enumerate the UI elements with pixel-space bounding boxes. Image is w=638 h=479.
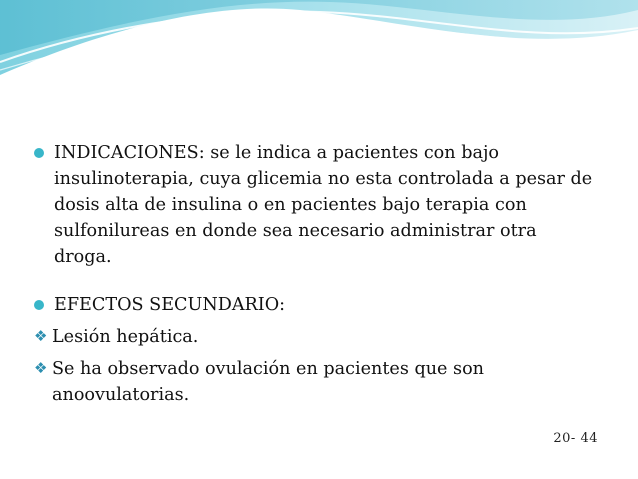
bullet-text: EFECTOS SECUNDARIO:: [54, 295, 286, 315]
bullet-text: INDICACIONES: se le indica a pacientes con bajo insulinoterapia, cuya glicemia no esta controlada a pesar de dosis alta de insulina o en pacientes bajo terapia con sulfonilureas en donde sea necesario administrar otra droga.: [54, 143, 593, 267]
header-wave-decoration: [0, 0, 638, 80]
bullet-lesion-hepatica: [34, 324, 594, 350]
diamond-bullet-icon: ❖: [34, 359, 48, 377]
round-bullet-icon: [34, 300, 44, 310]
page-number: 20- 44: [553, 431, 598, 446]
bullet-text: Se ha observado ovulación en pacientes que son anoovulatorias.: [52, 359, 484, 405]
bullet-efectos-secundario: [34, 292, 594, 318]
diamond-bullet-icon: ❖: [34, 327, 48, 345]
bullet-ovulacion: [34, 356, 594, 408]
bullet-list: [34, 140, 594, 408]
bullet-indicaciones: [34, 140, 594, 270]
bullet-text: Lesión hepática.: [52, 327, 199, 347]
round-bullet-icon: [34, 148, 44, 158]
